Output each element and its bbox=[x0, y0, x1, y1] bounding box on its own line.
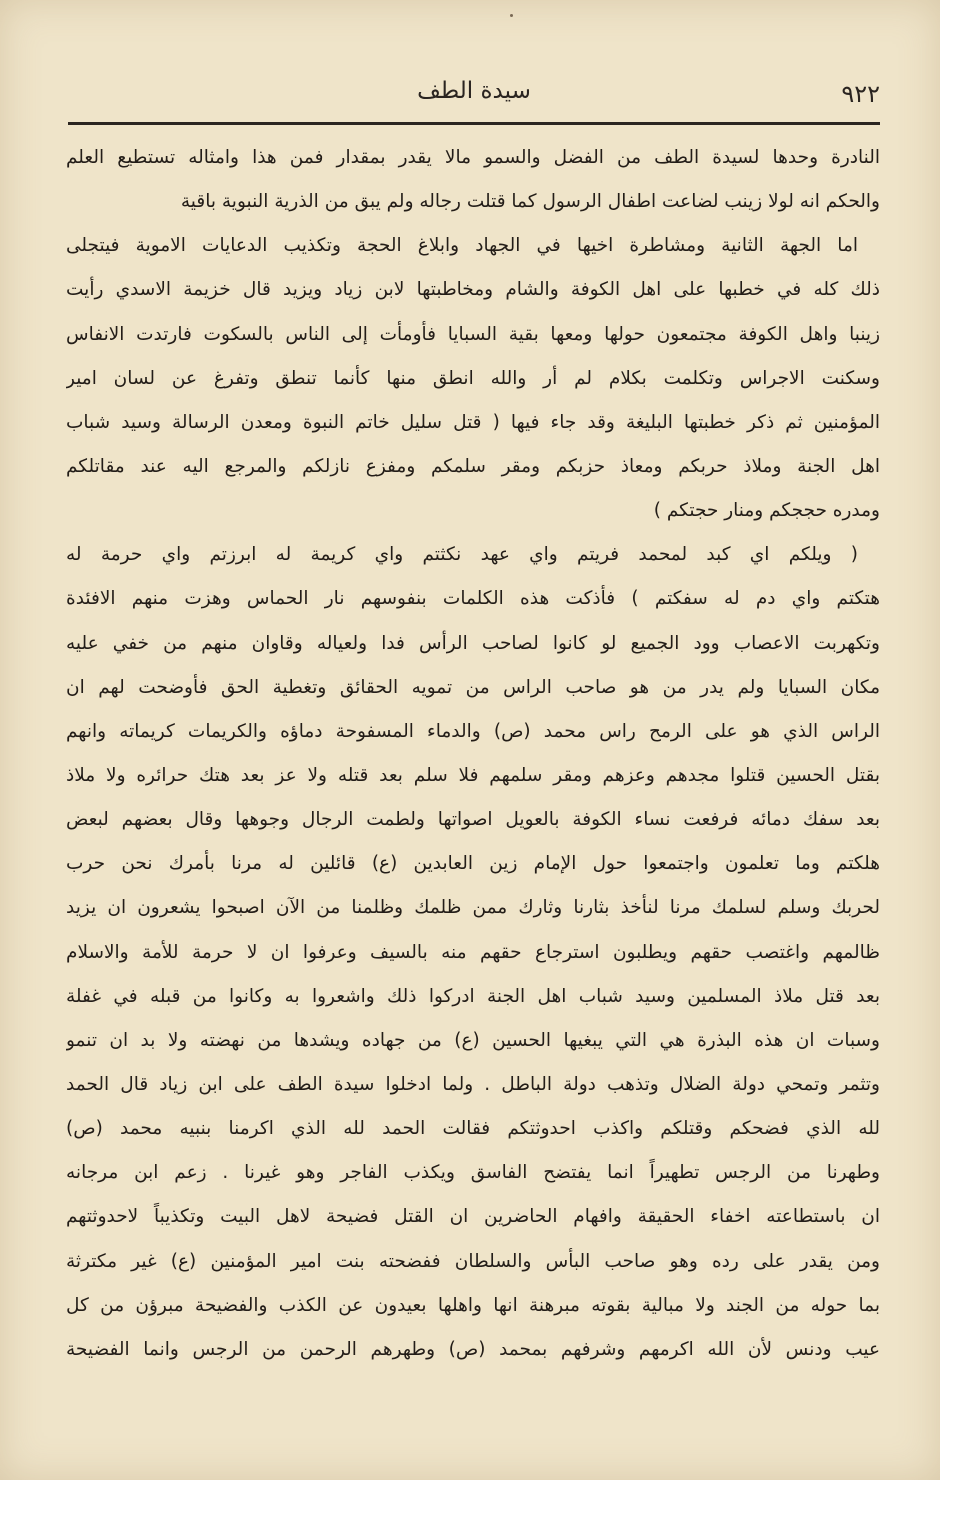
text-line: ( ويلكم اي كبد لمحمد فريتم واي عهد نكثتم واي كريمة له ابرزتم واي حرمة له bbox=[66, 544, 858, 566]
text-line: عيب ودنس لأن الله اكرمهم وشرفهم بمحمد (ص) وطهرهم الرحمن من الرجس وانما الفضيحة bbox=[66, 1338, 880, 1360]
text-line: النادرة وحدها لسيدة الطف من الفضل والسمو مالا يقدر بمقدار فمن هذا وامثاله تستطيع العلم bbox=[66, 147, 880, 168]
ink-speck bbox=[510, 14, 513, 17]
text-line: هتكتم واي دم له سفكتم ) فأذكت هذه الكلمات بنفوسهم نار الحماس وهزت منهم الافئدة bbox=[66, 588, 880, 610]
text-line: ذلك كله في خطبها على اهل الكوفة والشام ومخاطبتها لابن زياد ويزيد قال خزيمة الاسدي رأيت bbox=[66, 279, 880, 301]
text-line: ظالمهم واغتصب حقهم ويطلبون استرجاع حقهم منه بالسيف وعرفوا ان لا حرمة للأمة والاسلام bbox=[66, 941, 880, 963]
text-line: ومدره حججكم ومنار حجتكم ) bbox=[653, 500, 880, 522]
text-line: لله الذي فضحكم وقتلكم واكذب احدوثتكم فقالت الحمد لله الذي اكرمنا بنبيه محمد (ص) bbox=[66, 1118, 880, 1140]
text-line: لحربك وسلم لسلمك مرنا لنأخذ بثارنا وثارك ممن ظلمك وظلمنا من الآن اصبحوا يشعرون ان يزيد bbox=[66, 897, 880, 919]
text-line: هلكتم وما تعلمون واجتمعوا حول الإمام زين العابدين (ع) قائلين له مرنا بأمرك نحن حرب bbox=[66, 853, 880, 875]
text-line: وطهرنا من الرجس تطهيراً انما يفتضح الفاسق ويكذب الفاجر وهو غيرنا . زعم ابن مرجانه bbox=[66, 1162, 880, 1184]
text-line: ومن يقدر على رده وهو صاحب البأس والسلطان ففضحته بنت امير المؤمنين (ع) غير مكترثة bbox=[66, 1250, 880, 1272]
text-line: مكان السبايا ولم يدر من هو صاحب الراس من تمويه الحقائق وتغطية الحق فأوضحت لهم ان bbox=[66, 676, 880, 698]
text-line: وتثمر وتمحي دولة الضلال وتذهب دولة الباطل . ولما ادخلوا سيدة الطف على ابن زياد قال الحمد bbox=[66, 1073, 880, 1095]
text-line: وتكهربت الاعصاب وود الجميع لو كانوا لصاحب الرأس فدا ولعياله وقاوان منهم من خفي عليه bbox=[66, 632, 880, 654]
text-line: بعد سفك دمائه فرفعت نساء الكوفة بالعويل اصواتها ولطمت الرجال وجوهها وقال بعضهم لبعض bbox=[66, 809, 880, 831]
text-line: المؤمنين ثم ذكر خطبتها البليغة وقد جاء فيها ( قتل سليل خاتم النبوة ومعدن الرسالة وسيد شباب bbox=[66, 411, 880, 433]
text-line: والحكم انه لولا زينب لضاعت اطفال الرسول كما قتلت رجاله ولم يبق من الذرية النبوية باقية bbox=[180, 191, 880, 213]
text-line: بقتل الحسين قتلوا مجدهم وعزهم ومقر سلمهم فلا سلم بعد قتله ولا عز بعد هتك حرائره ولا ملاذ bbox=[66, 764, 880, 786]
text-line: بما حوله من الجند ولا مبالية بقوته مبرهنة انها واهلها بعيدون عن الكذب والفضيحة مبرؤن من كل bbox=[66, 1294, 880, 1316]
text-line: وسكنت الاجراس وتكلمت بكلام لم أر والله انطق منها كأنما تنطق وتفرغ عن لسان امير bbox=[66, 367, 880, 389]
page-header bbox=[68, 78, 880, 118]
running-title: سيدة الطف bbox=[417, 78, 531, 104]
text-line: زينبا واهل الكوفة مجتمعون حولها ومعها بقية السبايا فأومأت إلى الناس بالسكوت فارتدت الانفاس bbox=[66, 323, 880, 345]
header-rule bbox=[68, 122, 880, 125]
text-line: وسبات ان هذه البذرة هي التي يبغيها الحسين (ع) من جهاده ويشدها من نهضته ولا بد ان تنمو bbox=[66, 1029, 880, 1051]
text-line: اهل الجنة وملاذ حربكم ومعاذ حزبكم ومقر سلمكم ومفزع نازلكم والمرجع اليه عند مقاتلكم bbox=[66, 455, 880, 477]
text-line: ان باستطاعته اخفاء الحقيقة وافهام الحاضرين ان القتل فضيحة لاهل البيت وتكذيباً لاحدوثتهم bbox=[66, 1206, 880, 1228]
text-line: بعد قتل ملاذ المسلمين وسيد شباب اهل الجنة ادركوا ذلك واشعروا به وكانوا من قبله في غفلة bbox=[66, 985, 880, 1007]
body-text bbox=[66, 136, 880, 1372]
page-number: ٩٢٢ bbox=[841, 80, 880, 108]
text-line: اما الجهة الثانية ومشاطرة اخيها في الجهاد وابلاغ الحجة وتكذيب الدعايات الاموية فيتجلى bbox=[66, 235, 858, 257]
text-line: الراس الذي هو على الرمح راس محمد (ص) والدماء المسفوحة دماؤه والكريمات كريماته وانهم bbox=[66, 720, 880, 742]
